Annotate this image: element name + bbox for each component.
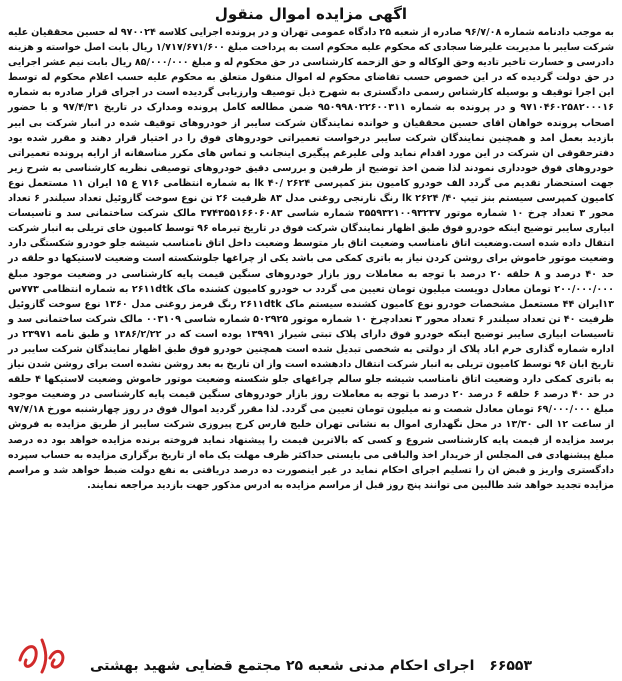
notice-title: اگهی مزایده اموال منقول	[214, 5, 408, 23]
notice-body: به موجب دادنامه شماره ۹۶/۷/۰۸ صادره از شعبه ۲۵ دادگاه عمومی تهران و در پرونده اجرایی کلاسه ۹۷۰۰۲۴ له حسین محققیان علیه شرکت سایبر با مدیریت علیرضا سجادی که محکوم علیه محکوم است به پرداخت مبلغ ۱/۷۱۷/۶۷۱/۶۰۰ ریال بابت اصل خواسته و هزینه دادرسی و خسارت تاخیر تادیه وحق الوکاله و حق الزحمه کارشناسی در حق محکوم له و مبلغ ۸۵/۰۰۰/۰۰۰ ریال بابت نیم عشر اجرایی در حق دولت گردیده که در این خصوص حسب تقاضای محکوم له اموال منقول متعلق به محکوم علیه حسب اعلام محکوم له توسط این اجرا توقیف و بوسیله کارشناس رسمی دادگستری به شهرح ذیل توصیف وارزیابی گردیده است در اجرای قرار صادره به شماره ۹۷۱۰۴۶۰۲۵۸۲۰۰۰۱۶ و در پرونده به شماره ۹۵۰۹۹۸۰۲۲۶۰۰۳۱۱ ضمن مطالعه کامل پرونده ومدارک در تاریخ ۹۷/۴/۳۱ و با حضور اصحاب پرونده خواهان اقای حسین محققیان و خوانده نمایندگان شرکت سایبر از خودروهای توقیف شده در انبار شرکت بی ابیر بازدید بعمل امد و همچنین نمایندگان شرکت سایبر درخواست تعمیراتی خودروهای فوق را در اختیار قرار دهند و مقرر شده بود دفترحقوقی ان شرکت در این مورد اقدام نماید ولی علیرغم پیگیری اینجانب و تماس های مکرر مناسفانه از ارایه پرونده تعمیراتی خودروهای فوق خودداری نمودند لذا ضمن اخذ توضیح از طرفین و بررسی دقیق خودروهای توصیفی نظریه کارشناسی به شرح زیر جهت استحضار تقدیم می گردد الف خودرو کامیون بنز کمپرسی ۲۶۲۴ /۴۰ lk به شماره انتظامی ۷۱۶ ع ۱۵ ایران ۱۱ مستعمل نوع کامیون کمپرسی سیستم بنز تیپ ۴۰/ ۲۶۲۴ lk رنگ نارنجی روغنی مدل ۸۳ ظرفیت ۲۶ تن نوع سوخت گازوئیل تعداد سیلندر ۶ تعداد محور ۳ تعداد چرخ ۱۰ شماره موتور ۳۵۵۹۳۲۱۰۰۹۳۲۳۷ شماره شاسی ۳۷۴۳۵۵۱۶۶۰۶۰۸۳ مالک شرکت ساختمانی سد و تاسیسات ابیاری سایبر توضیح اینکه خودرو فوق طبق اظهار نمایندگان شرکت فوق در تاریخ تیرماه ۹۶ توسط کامیون خای تریلی به انبار شرکت انتقال داده شده است.وضعیت اتاق نامناسب وضعیت اتاق بار متوسط وضعیت داخل اتاق نامناسب شیشه جلو خودرو شکستگی دارد وضعیت موتور خاموش برای روشن کردن نیاز به باتری کمکی می باشد یکی از چراغها جلوشکسته است وضعیت لاستیکها دو حلقه در حد ۴۰ درصد و ۸ حلقه ۲۰ درصد با توجه به معاملات روز بازار خودروهای سنگین قیمت پایه کارشناسی در وضعیت موجود مبلغ ۲۰۰/۰۰۰/۰۰۰ تومان معادل دویست میلیون تومان تعیین می گردد ب خودرو کامیون کشنده ماک ۲۶۱۱dtk به شماره انتظامی ۷۷۳س ۱۳ایران ۴۴ مستعمل مشخصات خودرو نوع کامیون کشنده سیستم ماک ۲۶۱۱dtk رنگ قرمز روغنی مدل ۱۳۶۰ نوع سوخت گازوئیل ظرفیت ۴۰ تن تعداد سیلندر ۶ تعداد محور ۳ تعدادچرخ ۱۰ شماره موتور ۵۰۲۹۲۵ شماره شاسی ۰۰۳۱۰۹ مالک شرکت ساختمانی سد و تاسیسات ابیاری سایبر توضیح اینکه خودرو فوق دارای پلاک تبتی شیراز ۱۳۹۹۱ بوده است که در ۱۳۸۶/۲/۲۲ و طبق نامه ۲۳۹۷۱ در اداره شماره گذاری خرم اباد پلاک از دولتی به شخصی تبدیل شده است همچنین خودرو فوق طبق اظهار نمایندگان شرکت سایبر در تاریخ ابان ۹۶ توسط کامیون تریلی به انبار شرکت انتقال دادهشده است واز ان تاریخ به بعد روشن نشده است برای روشن شدن نیاز به باتری کمکی دارد وضعیت اتاق نامناسب شیشه جلو سالم چراغهای جلو شکسته وضعیت موتور خاموش وضعیت لاستیکها ۴ حلقه در حد ۴۰ درصد ۶ حلقه ۶ درصد ۲۰ درصد با توجه به معاملات روز بازار خودروهای سنگین قیمت پایه کارشناسی در وضعیت موجود مبلغ ۶۹/۰۰۰/۰۰۰ تومان معادل شصت و نه میلیون تومان تعیین می گردد. لذا مقرر گردید اموال فوق در روز چهارشنبه مورخ ۹۷/۷/۱۸ از ساعت ۱۲ الی ۱۳/۳۰ در محل نگهداری اموال به نشانی تهران خلیج فارس کرج پیروزی شرکت سایبر از طریق مزایده به فروش برسد مزایده از قیمت پایه کارشناسی شروع و کسی که بالاترین قیمت را پیشنهاد نماید فروخته برنده مزایده خواهد بود ده درصد مبلغ پیشنهادی فی المجلس از خریدار اخذ والباقی می بایستی حداکثر ظرف مهلت یک ماه از تاریخ برگزاری مزایده به حساب سپرده دادگستری واریز و قبض ان را تسلیم اجرای احکام نماید در غیر اینصورت ده درصد دریافتی به نفع دولت ضبط خواهد شد و مراسم مزایده تجدید خواهد شد طالبین می توانند پنج روز قبل از مراسم مزایده به ادرس مذکور جهت بازدید مراجعه نمایند.	[8, 27, 615, 491]
notice-footer	[8, 655, 614, 677]
reference-number: ۶۶۵۵۳	[489, 658, 533, 674]
issuer-name: اجرای احکام مدنی شعبه ۲۵ مجتمع قضایی شهید بهشتی	[89, 658, 475, 674]
